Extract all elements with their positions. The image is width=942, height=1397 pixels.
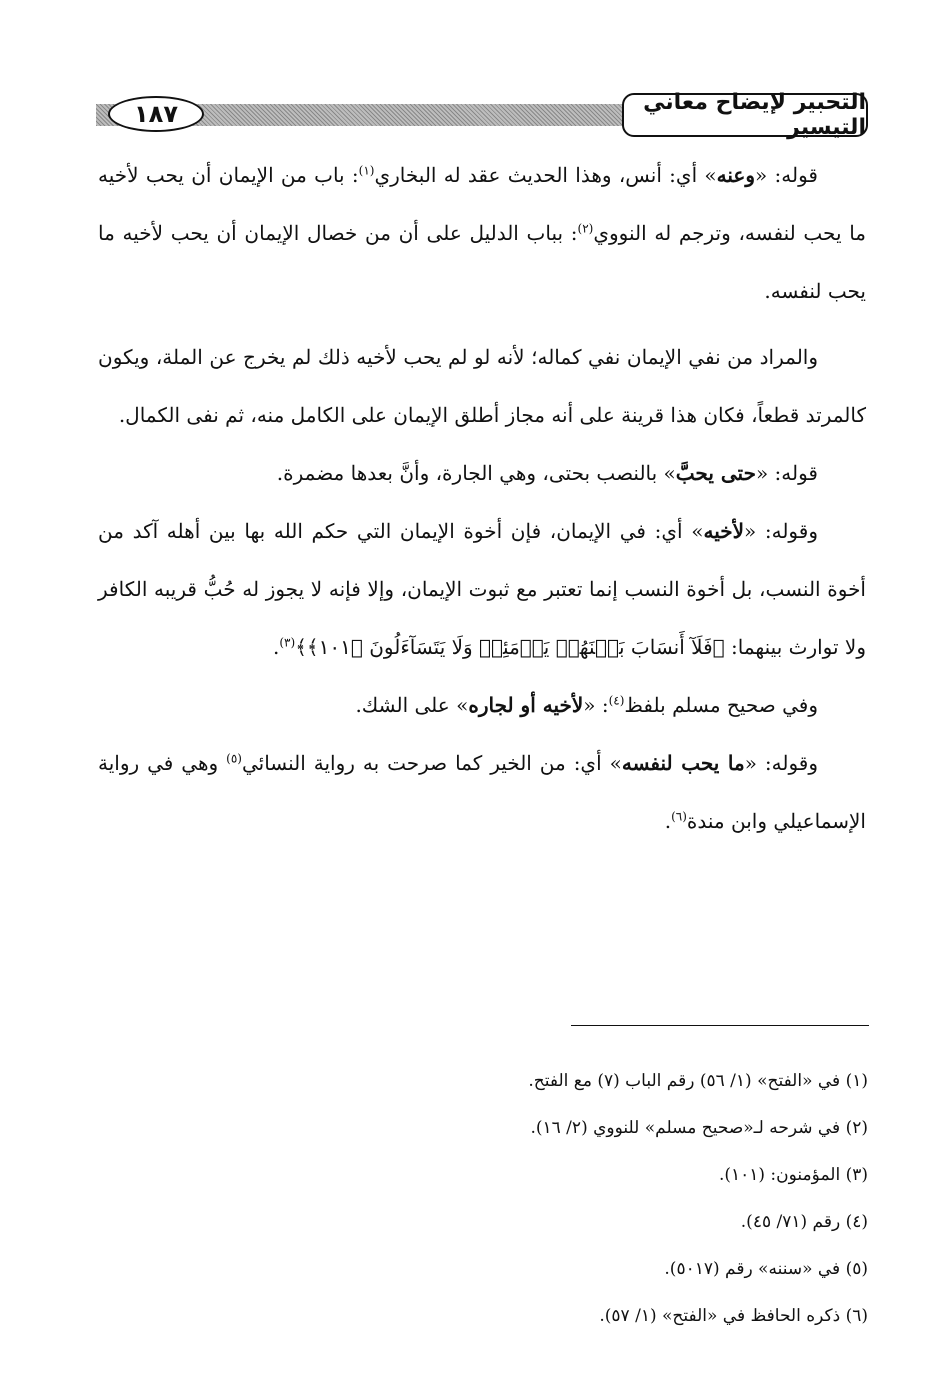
p4-text-d: ﴾ <box>295 635 307 659</box>
p3-bold: حتى يحبَّ <box>675 461 756 485</box>
p3-text-c: » بالنصب بحتى، وهي الجارة، وأنَّ بعدها مضمرة. <box>276 461 676 485</box>
p6-bold: ما يحب لنفسه <box>621 751 745 775</box>
page-header <box>96 90 868 140</box>
footnote-ref-3: (٣) <box>279 635 296 650</box>
footnote-ref-1: (١) <box>358 163 375 178</box>
p5-text-a: وفي صحيح مسلم بلفظ <box>624 693 818 717</box>
p5-text-b: : « <box>583 693 609 717</box>
paragraph-1 <box>98 146 866 320</box>
footnote-ref-6: (٦) <box>671 809 687 824</box>
p4-text-e: . <box>273 635 280 659</box>
footnote-3: (٣) المؤمنون: (١٠١). <box>718 1165 868 1185</box>
paragraph-3 <box>98 444 866 502</box>
p1-bold: وعنه <box>716 163 756 187</box>
footnote-4: (٤) رقم (٧١/ ٤٥). <box>740 1212 868 1232</box>
p4-text-a: وقوله: « <box>744 519 818 543</box>
page-number: ١٨٧ <box>108 96 204 132</box>
footnote-ref-4: (٤) <box>608 693 625 708</box>
p5-text-d: » على الشك. <box>355 693 469 717</box>
p6-text-c: » أي: من الخير كما صرحت به رواية النسائي <box>241 751 622 775</box>
footnote-5: (٥) في «سننه» رقم (٥٠١٧). <box>664 1259 868 1279</box>
footnote-1: (١) في «الفتح» (١/ ٥٦) رقم الباب (٧) مع الفتح. <box>528 1071 868 1091</box>
footnote-ref-5: (٥) <box>226 751 242 766</box>
p6-text-e: . <box>664 809 672 833</box>
paragraph-4 <box>98 502 866 676</box>
footnote-separator <box>571 1025 869 1026</box>
p6-text-a: وقوله: « <box>744 751 818 775</box>
p6-text-d: وهي في رواية الإسماعيلي وابن مندة <box>98 751 866 833</box>
paragraph-2 <box>98 328 866 444</box>
p1-text-c: » أي: أنس، وهذا الحديث عقد له البخاري <box>374 163 717 187</box>
p2-text: والمراد من نفي الإيمان نفي كماله؛ لأنه لو لم يحب لأخيه ذلك لم يخرج عن الملة، ويكون كالمرتد قطعاً، فكان هذا قرينة على أنه مجاز أطلق الإيمان على الكامل منه، ثم نفى الكمال. <box>98 345 866 427</box>
quran-verse: فَلَآ أَنسَابَ بَيۡنَهُمۡ يَوۡمَئِذٖ وَلَا يَتَسَآءَلُونَ ﴿١٠١﴾ <box>306 635 713 659</box>
p1-text-d: : باب من الإيمان أن يحب لأخيه ما يحب لنفسه، وترجم له النووي <box>98 163 867 245</box>
paragraph-5 <box>98 676 866 734</box>
footnotes <box>300 1058 868 1340</box>
p5-bold: لأخيه أو لجاره <box>468 693 584 717</box>
paragraph-6 <box>98 734 866 850</box>
p3-text-a: قوله: « <box>755 461 818 485</box>
p4-bold: لأخيه <box>703 519 744 543</box>
main-text <box>98 146 866 850</box>
p1-text-a: قوله: « <box>755 163 818 187</box>
footnote-2: (٢) في شرحه لـ«صحيح مسلم» للنووي (٢/ ١٦). <box>530 1118 868 1138</box>
book-title: التحبير لإيضاح معاني التيسير <box>622 93 868 137</box>
footnote-ref-2: (٢) <box>577 221 594 236</box>
footnote-6: (٦) ذكره الحافظ في «الفتح» (١/ ٥٧). <box>599 1306 868 1326</box>
p4-text-c: » أي: في الإيمان، فإن أخوة الإيمان التي حكم الله بها بين أهله آكد من أخوة النسب، بل أخوة النسب إنما تعتبر مع ثبوت الإيمان، وإلا فإنه لا يجوز له حُبُّ قريبه الكافر ولا توارث بينهما: ﴿ <box>98 519 866 659</box>
p1-text-e: : بباب الدليل على أن من خصال الإيمان أن يحب لأخيه ما يحب لنفسه. <box>98 221 866 303</box>
